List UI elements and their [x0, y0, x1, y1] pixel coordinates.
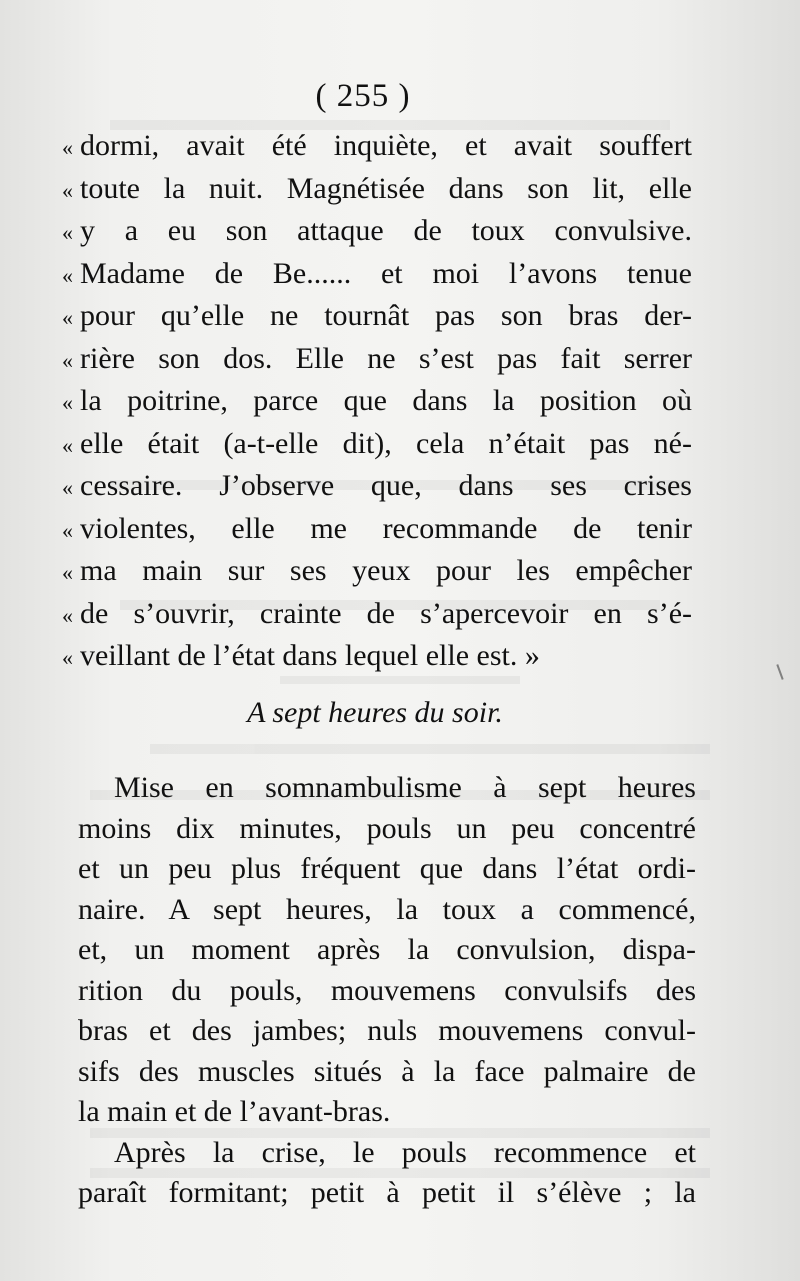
quote-mark: «: [62, 262, 73, 288]
quote-mark: «: [62, 135, 73, 160]
quote-line: « dormi, avait été inquiète, et avait souffert: [62, 126, 692, 169]
body-line: et un peu plus fréquent que dans l’état ordi-: [78, 852, 696, 885]
quote-mark: «: [62, 220, 73, 245]
body-line: Après la crise, le pouls recommence et: [114, 1135, 696, 1169]
quote-line: « cessaire. J’observe que, dans ses crises: [62, 466, 692, 509]
quote-line: « la poitrine, parce que dans la position où: [62, 381, 692, 424]
quote-line: « elle était (a-t-elle dit), cela n’était pas né-: [62, 424, 692, 467]
quote-line: « Madame de Be...... et moi l’avons tenue: [62, 254, 692, 297]
body-line: sifs des muscles situés à la face palmaire de: [78, 1054, 696, 1088]
quote-line: « rière son dos. Elle ne s’est pas fait serrer: [62, 339, 692, 382]
body-line: et, un moment après la convulsion, dispa-: [78, 933, 696, 966]
body-line: moins dix minutes, pouls un peu concentré: [78, 811, 696, 845]
quote-mark: «: [62, 517, 73, 543]
quote-mark: «: [62, 305, 73, 330]
quote-mark: «: [62, 432, 73, 458]
quote-line: « veillant de l’état dans lequel elle est. »: [62, 636, 692, 679]
quote-mark: «: [62, 645, 73, 670]
quote-line: « violentes, elle me recommande de tenir: [62, 509, 692, 552]
scan-mark: [776, 664, 783, 680]
body-line: paraît formitant; petit à petit il s’élève ; la: [78, 1176, 696, 1209]
quote-line: « y a eu son attaque de toux convulsive.: [62, 211, 692, 254]
quote-mark: «: [62, 390, 73, 415]
section-heading: A sept heures du soir.: [247, 696, 503, 729]
body-line: rition du pouls, mouvemens convulsifs des: [78, 973, 696, 1007]
quote-line: « toute la nuit. Magnétisée dans son lit, elle: [62, 169, 692, 212]
page-number: ( 255 ): [315, 78, 411, 114]
quote-mark: «: [62, 602, 73, 628]
quote-mark: «: [62, 475, 73, 500]
body-line: bras et des jambes; nuls mouvemens convul-: [78, 1014, 696, 1047]
quote-mark: «: [62, 177, 73, 203]
quote-line: « ma main sur ses yeux pour les empêcher: [62, 551, 692, 594]
body-line: Mise en somnambulisme à sept heures: [114, 771, 696, 804]
quote-mark: «: [62, 560, 73, 585]
body-line: naire. A sept heures, la toux a commencé,: [78, 892, 696, 926]
quoted-passage: [62, 126, 692, 679]
body-paragraphs: [78, 768, 696, 1214]
body-line: la main et de l’avant-bras.: [78, 1095, 391, 1128]
quote-line: « pour qu’elle ne tournât pas son bras der-: [62, 296, 692, 339]
quote-line: « de s’ouvrir, crainte de s’apercevoir en s’é-: [62, 594, 692, 637]
quote-mark: «: [62, 347, 73, 373]
